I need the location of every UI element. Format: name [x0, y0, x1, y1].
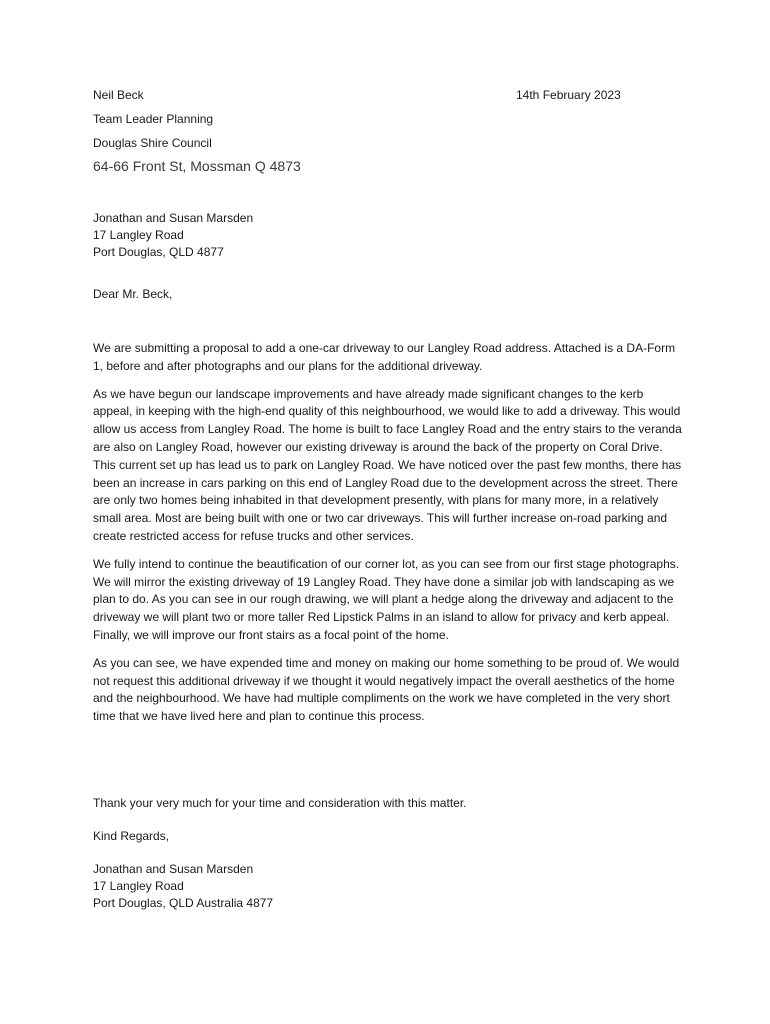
- signature-city: Port Douglas, QLD Australia 4877: [93, 896, 274, 910]
- signature-name: Jonathan and Susan Marsden: [93, 862, 254, 876]
- letter-body: [93, 340, 683, 736]
- closing-regards: Kind Regards,: [93, 829, 170, 843]
- signature-block: [93, 861, 273, 912]
- sender-city: Port Douglas, QLD 4877: [93, 245, 224, 259]
- body-paragraph: As you can see, we have expended time and money on making our home something to be proud of. We would not request this additional driveway if we thought it would negatively impact the overall aesthetics of the home and the neighbourhood. We have had multiple compliments on the work we have completed in the very short time that we have lived here and plan to continue this process.: [93, 655, 680, 724]
- closing-thanks: Thank your very much for your time and consideration with this matter.: [93, 796, 467, 810]
- sender-name: Jonathan and Susan Marsden: [93, 211, 254, 225]
- salutation: Dear Mr. Beck,: [93, 287, 173, 301]
- recipient-title: Team Leader Planning: [93, 112, 214, 126]
- signature-street: 17 Langley Road: [93, 879, 184, 893]
- recipient-name: Neil Beck: [93, 88, 144, 102]
- body-paragraph: As we have begun our landscape improvements and have already made significant changes to the kerb appeal, in keeping with the high-end quality of this neighbourhood, we would like to add a driveway. This would allow us access from Langley Road. The home is built to face Langley Road and the entry stairs to the veranda are also on Langley Road, however our existing driveway is around the back of the property on Coral Drive. This current set up has lead us to park on Langley Road. We have noticed over the past few months, there has been an increase in cars parking on this end of Langley Road due to the development across the street. There are only two homes being inhabited in that development presently, with plans for many more, in a relatively small area. Most are being built with one or two car driveways. This will further increase on-road parking and create restricted access for refuse trucks and other services.: [93, 386, 682, 543]
- body-paragraph: We fully intend to continue the beautification of our corner lot, as you can see from our first stage photographs. We will mirror the existing driveway of 19 Langley Road. They have done a similar job with landscaping as we plan to do. As you can see in our rough drawing, we will plant a hedge along the driveway and adjacent to the driveway we will plant two or more taller Red Lipstick Palms in an island to allow for privacy and kerb appeal. Finally, we will improve our front stairs as a focal point of the home.: [93, 556, 680, 642]
- recipient-organization: Douglas Shire Council: [93, 136, 212, 150]
- body-paragraph: We are submitting a proposal to add a one-car driveway to our Langley Road address. Attached is a DA-Form 1, before and after photographs and our plans for the additional driveway.: [93, 341, 676, 373]
- recipient-address: 64-66 Front St, Mossman Q 4873: [93, 158, 301, 174]
- letter-date: 14th February 2023: [516, 88, 621, 102]
- sender-street: 17 Langley Road: [93, 228, 184, 242]
- sender-address-block: [93, 210, 253, 261]
